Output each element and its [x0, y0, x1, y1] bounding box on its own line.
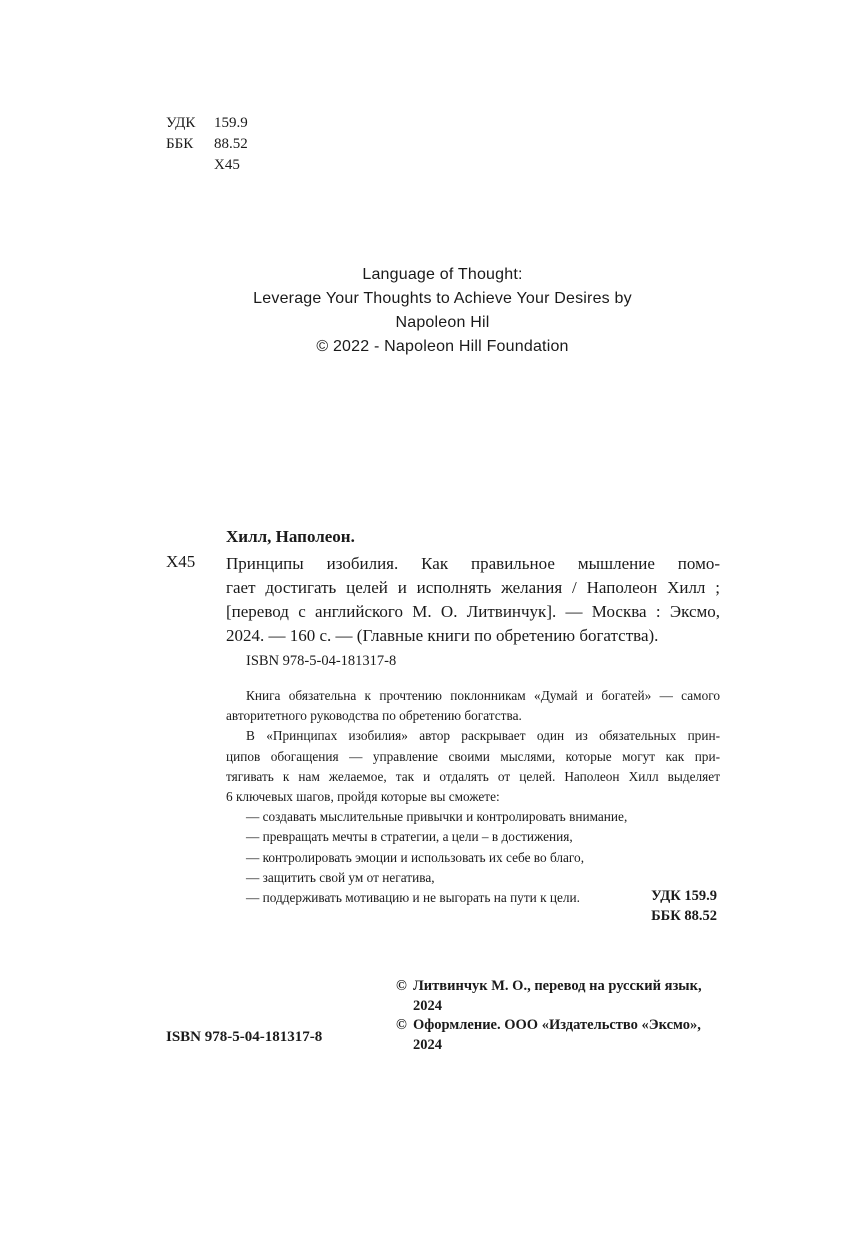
annotation-list-item: — защитить свой ум от негатива, [246, 869, 435, 885]
original-copyright-line: © 2022 - Napoleon Hill Foundation [316, 338, 569, 355]
copyright-translation [396, 977, 702, 1016]
copyright-symbol: © [396, 1017, 407, 1033]
annotation-list-item: — создавать мыслительные привычки и контролировать внимание, [246, 809, 628, 825]
description-line: [перевод с английского М. О. Литвинчук]. — Москва : Эксмо, [226, 602, 720, 621]
classification-row-bbk [166, 134, 248, 155]
classification-row-cutter [166, 155, 248, 176]
codes-right-block [651, 886, 717, 926]
copyright-block [396, 977, 702, 1055]
classification-key: ББК [166, 136, 194, 152]
annotation-list-item: — поддерживать мотивацию и не выгорать на пути к цели. [246, 890, 580, 906]
annotation-line: ципов обогащения — управление своими мыслями, которые могут как при- [226, 748, 720, 764]
description-line: 2024. — 160 с. — (Главные книги по обретению богатства). [226, 626, 659, 645]
bibliographic-isbn: ISBN 978-5-04-181317-8 [246, 653, 397, 669]
copyright-symbol: © [396, 978, 407, 994]
classification-value: 88.52 [214, 136, 248, 152]
annotation-list-item: — превращать мечты в стратегии, а цели – в достижения, [246, 829, 573, 845]
bibliographic-cutter-code: Х45 [166, 552, 196, 571]
copyright-year: 2024 [413, 997, 442, 1014]
annotation-line: Книга обязательна к прочтению поклонникам «Думай и богатей» — самого [246, 688, 720, 703]
classification-row-udk [166, 113, 248, 134]
description-line: Принципы изобилия. Как правильное мышление помо- [226, 554, 720, 573]
copyright-text: Литвинчук М. О., перевод на русский язык, [413, 978, 702, 994]
copyright-year: 2024 [413, 1036, 442, 1053]
original-subtitle-line: Leverage Your Thoughts to Achieve Your Desires by [253, 290, 632, 307]
classification-value: Х45 [214, 157, 240, 173]
annotation-block [226, 686, 720, 908]
bibliographic-description [226, 552, 720, 648]
bibliographic-author: Хилл, Наполеон. [226, 527, 355, 546]
annotation-line: В «Принципах изобилия» автор раскрывает один из обязательных прин- [246, 728, 720, 744]
annotation-list-item: — контролировать эмоции и использовать их себе во благо, [246, 849, 585, 865]
original-edition-block [140, 263, 745, 359]
copyright-text: Оформление. ООО «Издательство «Эксмо», [413, 1017, 701, 1033]
classification-value: 159.9 [214, 115, 248, 131]
original-title-line: Language of Thought: [362, 266, 523, 283]
udk-code: УДК 159.9 [651, 888, 717, 904]
copyright-design [396, 1016, 702, 1055]
bbk-code: ББК 88.52 [651, 908, 717, 924]
annotation-line: авторитетного руководства по обретению богатства. [226, 708, 522, 724]
description-line: гает достигать целей и исполнять желания / Наполеон Хилл ; [226, 578, 720, 597]
original-author-line: Napoleon Hil [395, 314, 490, 331]
isbn-bottom: ISBN 978-5-04-181317-8 [166, 1029, 323, 1045]
classification-key: УДК [166, 115, 196, 131]
annotation-line: 6 ключевых шагов, пройдя которые вы сможете: [226, 789, 500, 805]
annotation-line: тягивать к нам желаемое, так и отдалять от целей. Наполеон Хилл выделяет [226, 768, 720, 784]
classification-block [166, 113, 248, 176]
